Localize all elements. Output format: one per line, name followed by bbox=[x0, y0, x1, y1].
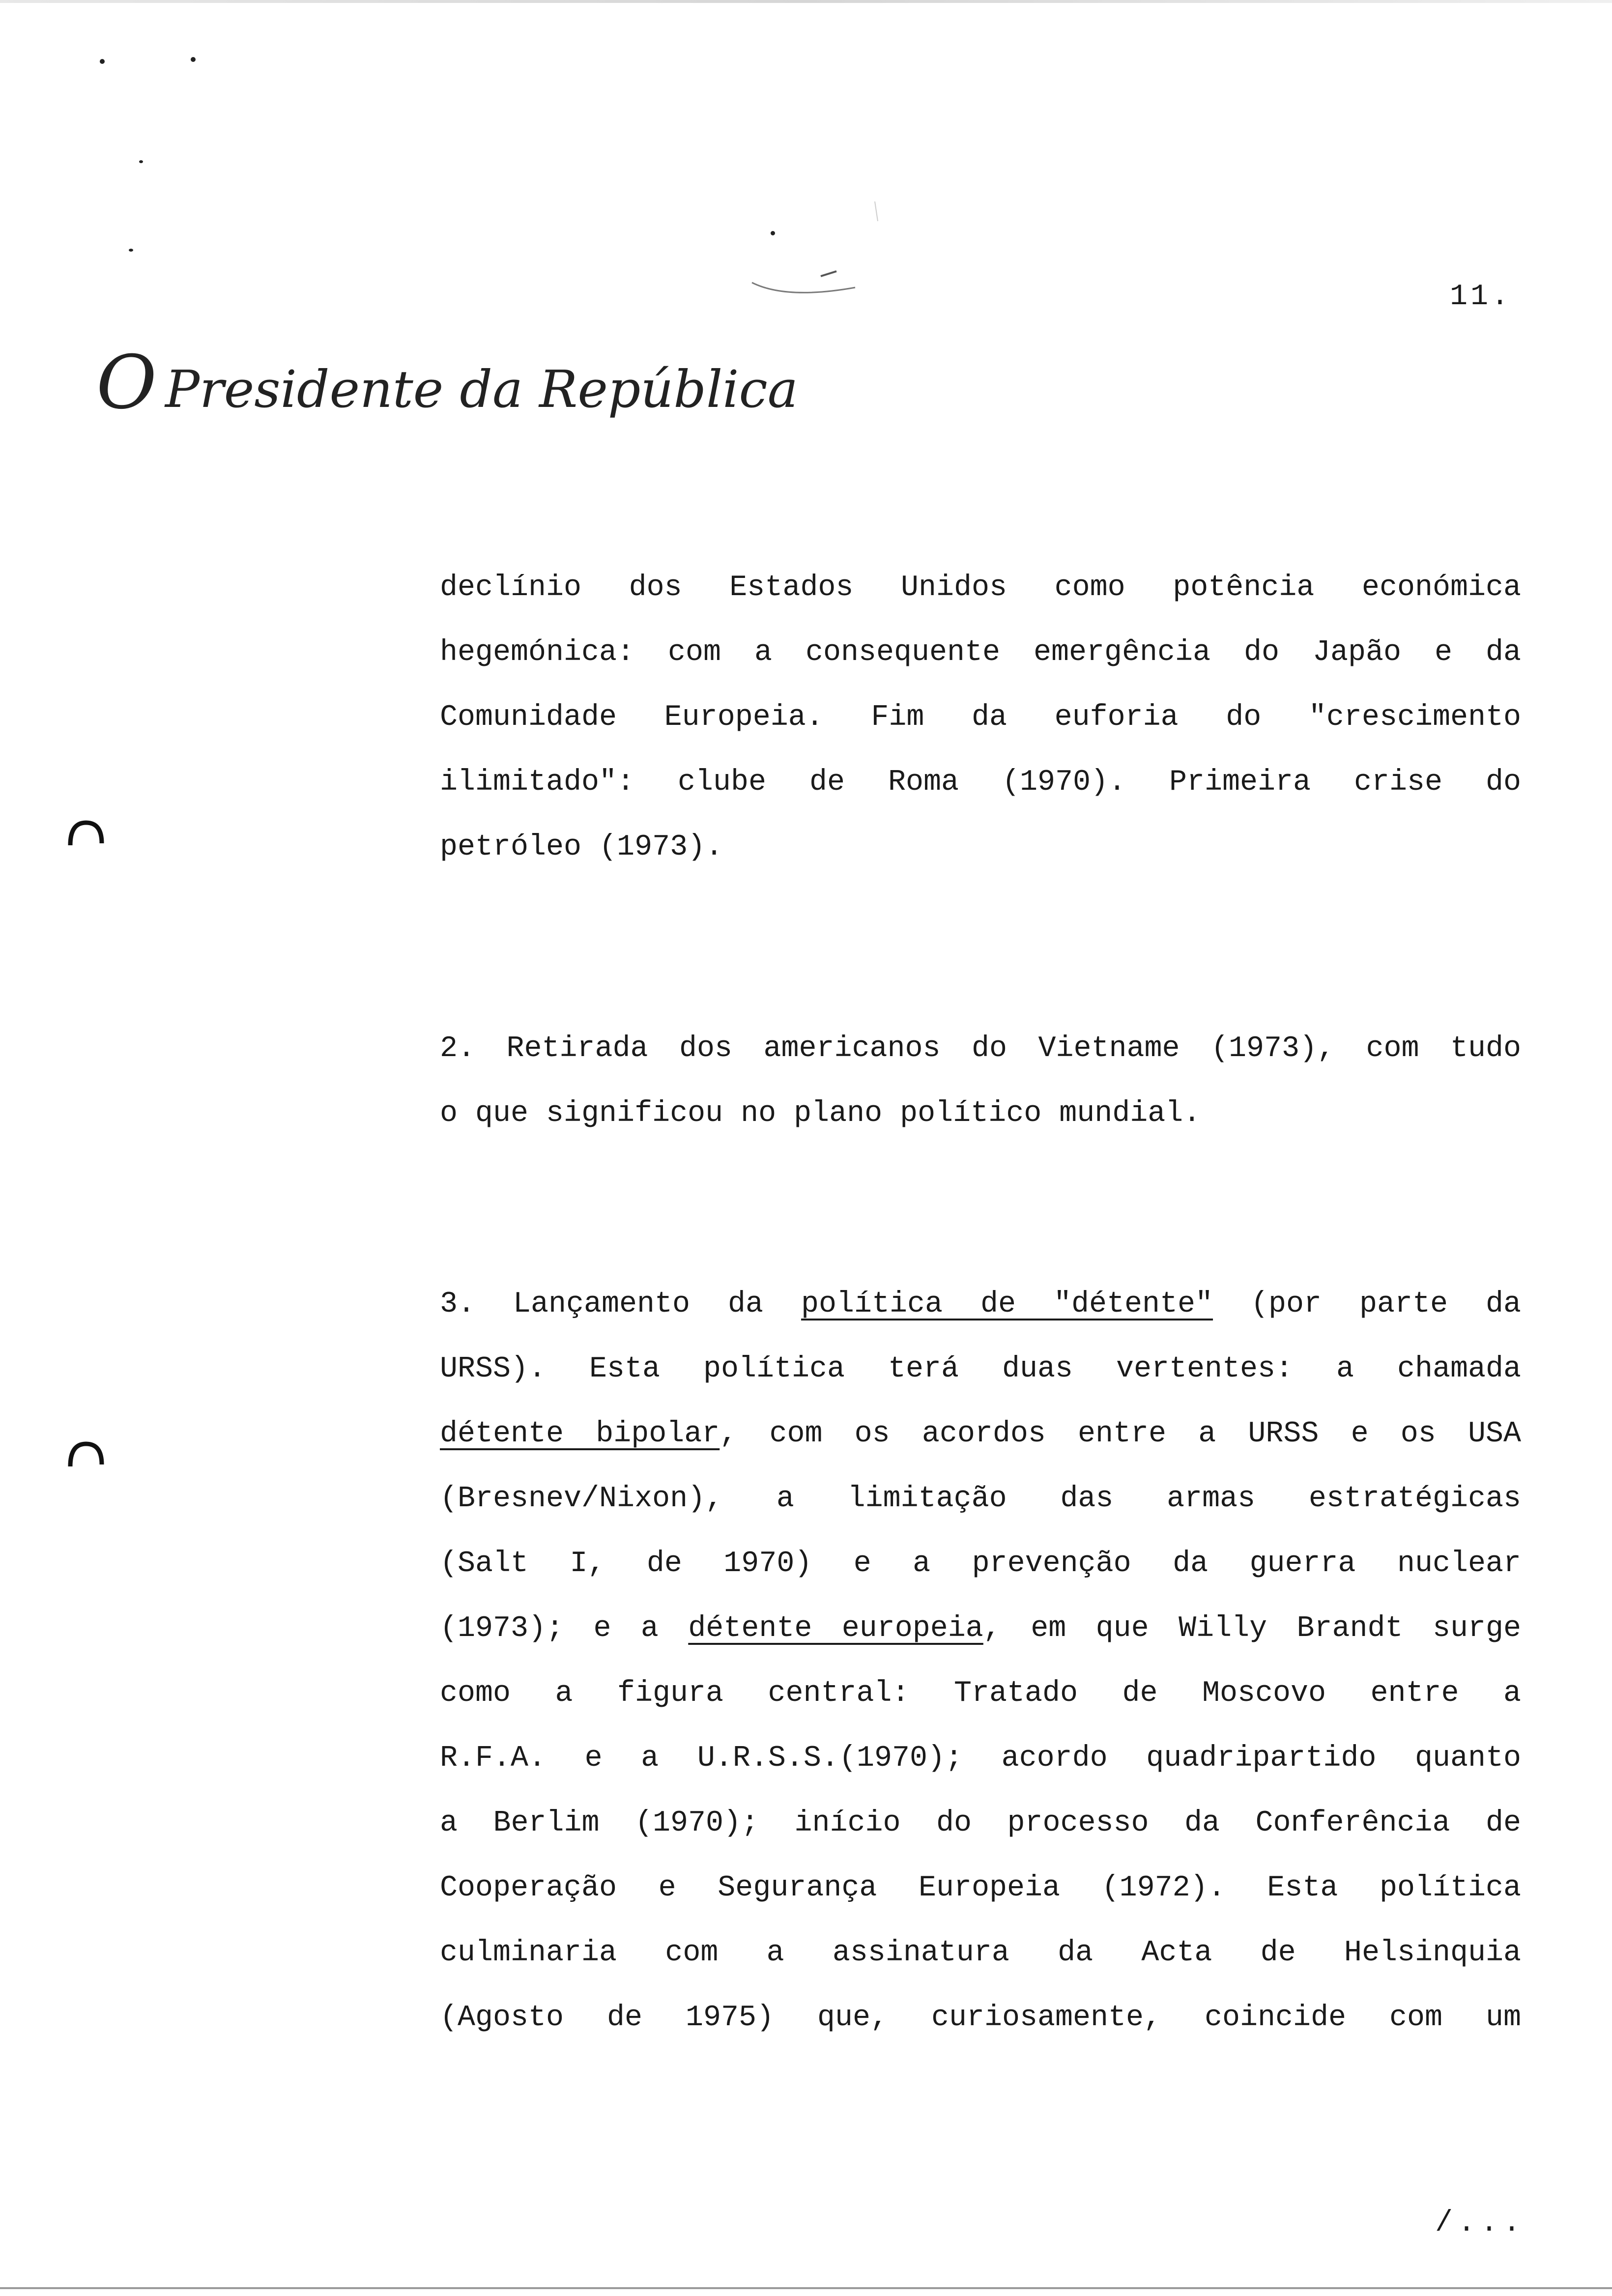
scan-speck bbox=[139, 160, 143, 163]
letterhead bbox=[96, 340, 798, 442]
letterhead-text: Presidente da República bbox=[165, 359, 798, 419]
text-line: a Berlim (1970); início do processo da Conferência de bbox=[440, 1807, 1521, 1840]
underlined-term: política de "détente" bbox=[801, 1288, 1213, 1321]
text-line: declínio dos Estados Unidos como potência económica bbox=[440, 571, 1521, 604]
paragraph-1 bbox=[440, 555, 1521, 880]
paragraph-3 bbox=[440, 1272, 1521, 2050]
text-span: (por parte da bbox=[1213, 1288, 1521, 1321]
text-line: como a figura central: Tratado de Moscovo entre a bbox=[440, 1677, 1521, 1710]
text-span: (1973); e a bbox=[440, 1612, 689, 1645]
letterhead-o: O bbox=[96, 340, 157, 426]
text-line: (Agosto de 1975) que, curiosamente, coincide com um bbox=[440, 2001, 1521, 2035]
text-line: R.F.A. e a U.R.S.S.(1970); acordo quadripartido quanto bbox=[440, 1742, 1521, 1775]
text-line: Comunidade Europeia. Fim da euforia do "crescimento bbox=[440, 701, 1521, 734]
underlined-term: détente bipolar bbox=[440, 1417, 720, 1451]
scan-top-edge bbox=[0, 0, 1612, 3]
text-line: culminaria com a assinatura da Acta de Helsinquia bbox=[440, 1936, 1521, 1970]
text-line: o que significou no plano político mundial. bbox=[440, 1097, 1201, 1130]
text-line bbox=[440, 1596, 1521, 1661]
scan-speck bbox=[100, 59, 105, 64]
text-line: 2. Retirada dos americanos do Vietname (1973), com tudo bbox=[440, 1032, 1521, 1065]
text-line: ilimitado": clube de Roma (1970). Primeira crise do bbox=[440, 766, 1521, 799]
scan-bottom-edge bbox=[0, 2287, 1612, 2289]
continuation-mark: /... bbox=[1435, 2207, 1526, 2240]
text-line: (Salt I, de 1970) e a prevenção da guerra nuclear bbox=[440, 1547, 1521, 1580]
stamp-mark bbox=[747, 192, 875, 319]
underlined-term: détente europeia bbox=[688, 1612, 983, 1645]
text-span: , com os acordos entre a URSS e os USA bbox=[720, 1417, 1521, 1451]
text-line: hegemónica: com a consequente emergência do Japão e da bbox=[440, 636, 1521, 669]
text-line: petróleo (1973). bbox=[440, 831, 723, 864]
text-line bbox=[440, 1272, 1521, 1337]
text-line: (Bresnev/Nixon), a limitação das armas estratégicas bbox=[440, 1482, 1521, 1516]
punch-hole bbox=[66, 820, 106, 849]
scan-speck bbox=[191, 57, 196, 62]
page-number: 11. bbox=[1450, 280, 1512, 314]
text-span: 3. Lançamento da bbox=[440, 1288, 801, 1321]
text-line: Cooperação e Segurança Europeia (1972). Esta política bbox=[440, 1871, 1521, 1905]
text-line: URSS). Esta política terá duas vertentes: a chamada bbox=[440, 1352, 1521, 1386]
scan-speck bbox=[129, 249, 133, 252]
paragraph-2 bbox=[440, 1016, 1521, 1146]
text-line bbox=[440, 1402, 1521, 1466]
punch-hole bbox=[66, 1441, 106, 1470]
text-span: , em que Willy Brandt surge bbox=[983, 1612, 1521, 1645]
